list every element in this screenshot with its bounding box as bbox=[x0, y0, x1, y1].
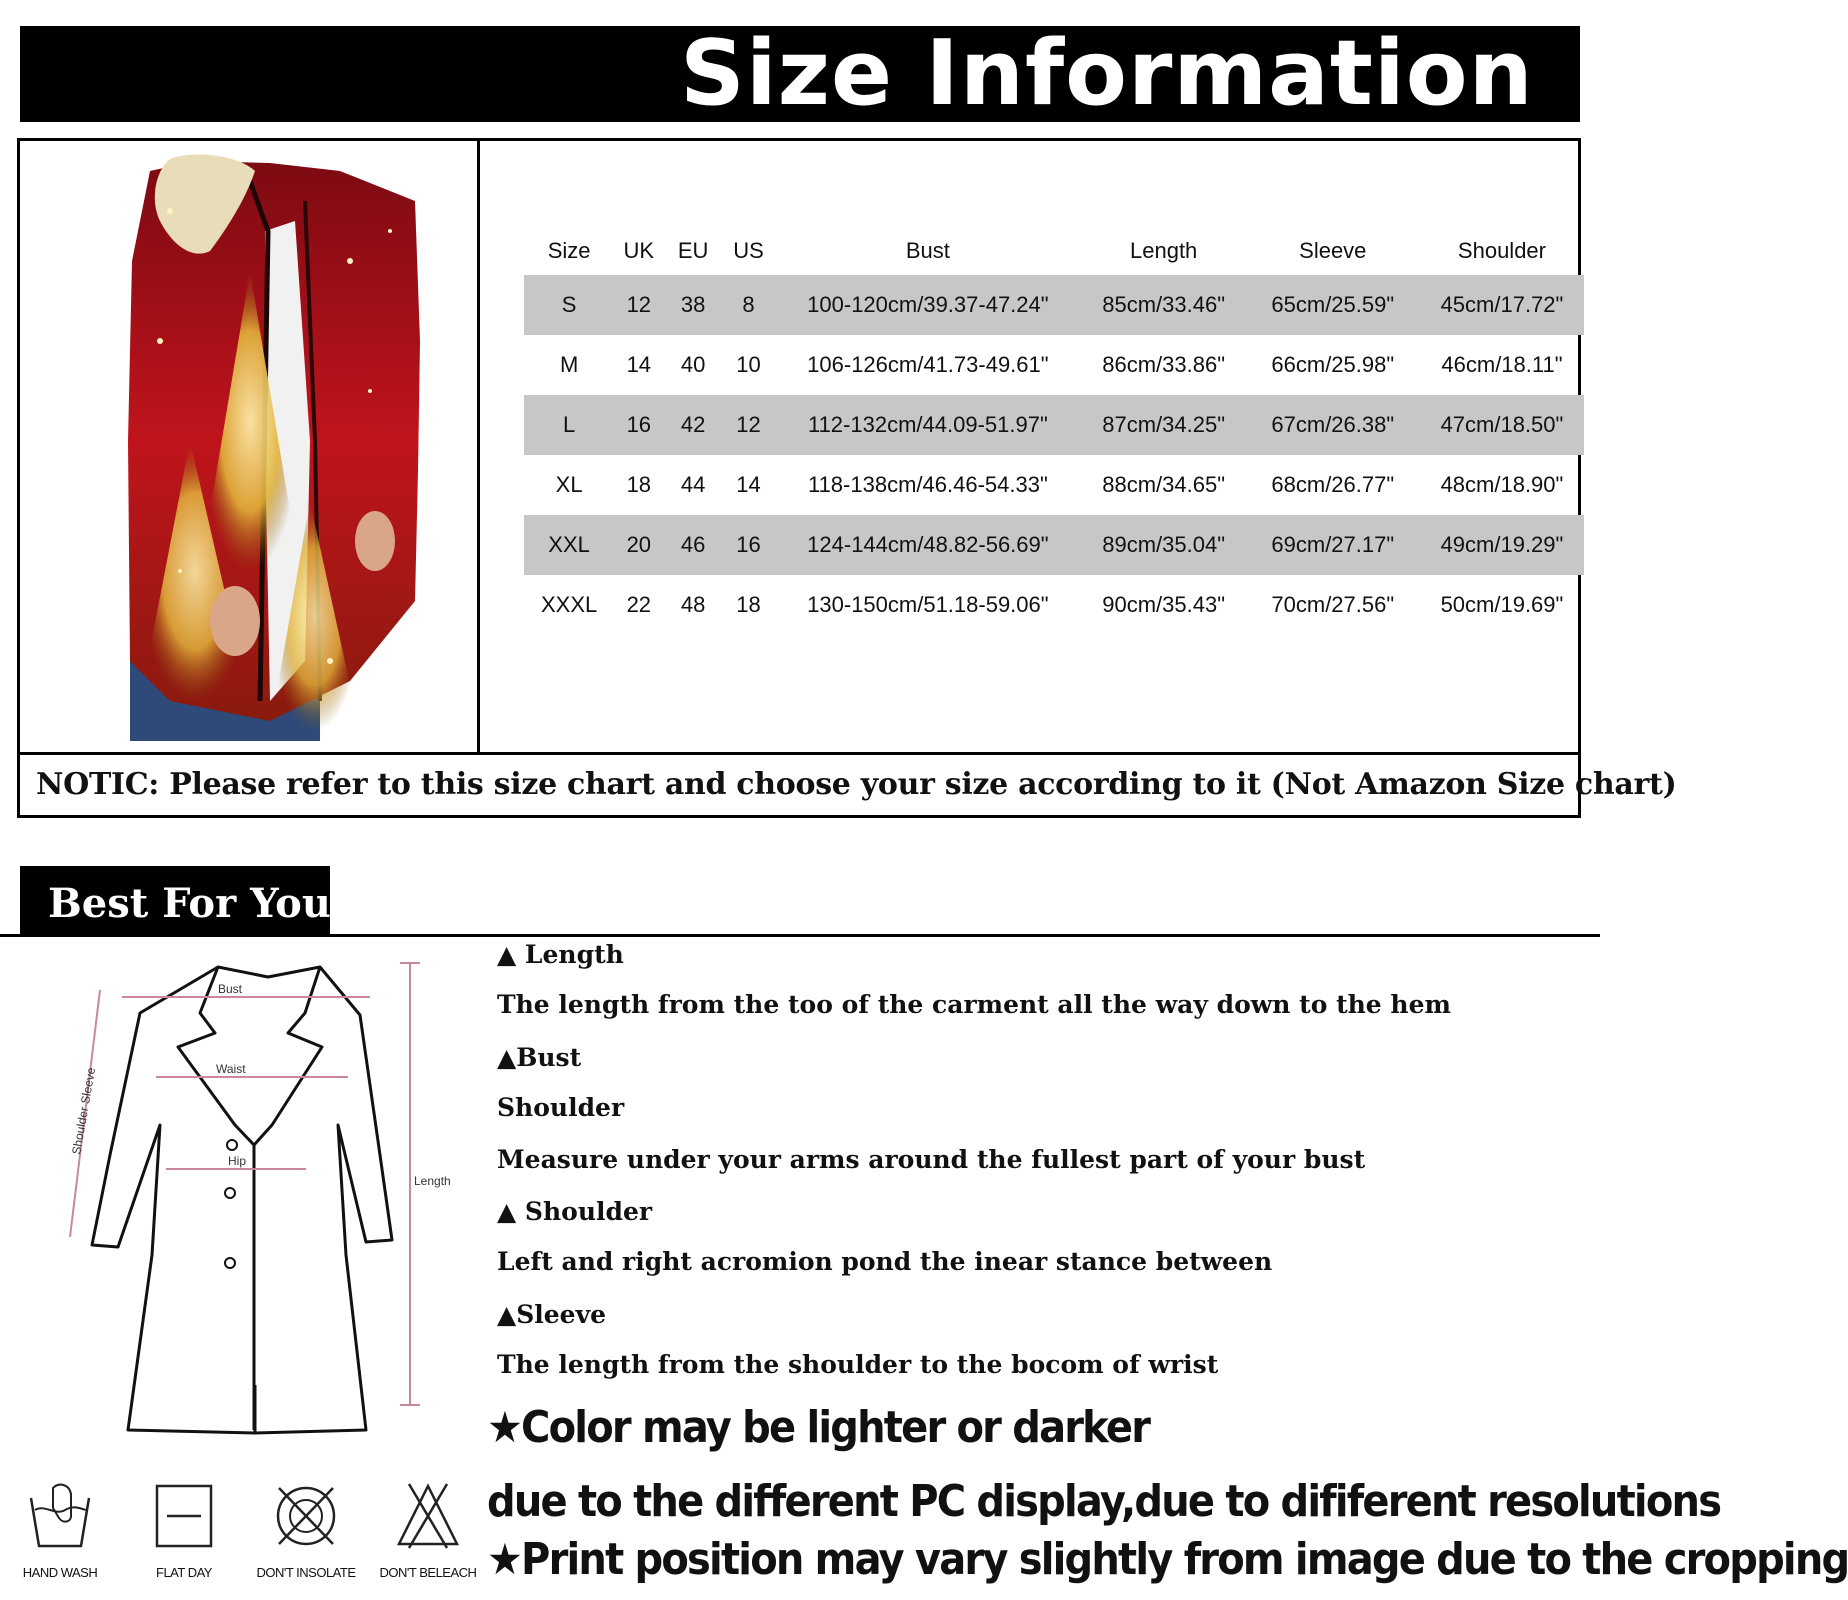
section-divider bbox=[0, 934, 1600, 937]
diagram-label-bust: Bust bbox=[218, 982, 243, 996]
cell-us: 10 bbox=[736, 352, 761, 377]
cell-us: 18 bbox=[736, 592, 761, 617]
cell-size: L bbox=[524, 395, 614, 455]
no-bleach-icon bbox=[393, 1480, 463, 1552]
cell-eu: 46 bbox=[663, 515, 722, 575]
cell-uk: 12 bbox=[614, 275, 663, 335]
col-size: Size bbox=[547, 238, 591, 263]
care-label: FLAT DAY bbox=[156, 1565, 212, 1580]
care-label: HAND WASH bbox=[22, 1565, 98, 1580]
no-sun-dry-icon bbox=[271, 1480, 341, 1552]
cell-sleeve: 69cm/27.17" bbox=[1246, 515, 1420, 575]
col-uk: UK bbox=[623, 238, 655, 263]
cell-eu: 40 bbox=[680, 352, 706, 377]
cell-shoulder: 48cm/18.90" bbox=[1440, 472, 1564, 497]
cell-eu: 38 bbox=[663, 275, 722, 335]
col-us: US bbox=[733, 238, 764, 263]
button-icon bbox=[227, 1140, 237, 1150]
cell-length: 87cm/34.25" bbox=[1082, 395, 1246, 455]
col-sleeve: Sleeve bbox=[1299, 238, 1367, 263]
cell-us: 14 bbox=[736, 472, 761, 497]
cell-bust: 106-126cm/41.73-49.61" bbox=[807, 352, 1049, 377]
best-heading: Best For You bbox=[48, 880, 331, 927]
cell-uk: 16 bbox=[614, 395, 663, 455]
cell-length: 90cm/35.43" bbox=[1102, 592, 1226, 617]
cell-shoulder: 49cm/19.29" bbox=[1420, 515, 1584, 575]
table-row bbox=[524, 515, 1584, 575]
flat-dry-icon bbox=[149, 1480, 219, 1552]
cell-sleeve: 70cm/27.56" bbox=[1271, 592, 1395, 617]
coat-right-outline bbox=[255, 967, 392, 1433]
cell-uk: 14 bbox=[626, 352, 652, 377]
desc-line: The length from the too of the carment all the way down to the hem bbox=[497, 990, 1451, 1019]
cell-eu: 48 bbox=[680, 592, 706, 617]
care-item bbox=[10, 1480, 110, 1580]
diagram-label-waist: Waist bbox=[216, 1062, 246, 1076]
button-icon bbox=[225, 1188, 235, 1198]
cell-sleeve: 65cm/25.59" bbox=[1246, 275, 1420, 335]
table-header bbox=[524, 227, 1584, 275]
coat-left-outline bbox=[92, 967, 255, 1433]
note-print: ★Print position may vary slightly from image due to the cropping bbox=[487, 1535, 1848, 1585]
cell-us: 8 bbox=[723, 275, 774, 335]
cell-sleeve: 67cm/26.38" bbox=[1246, 395, 1420, 455]
cell-us: 12 bbox=[723, 395, 774, 455]
notice-row bbox=[20, 752, 1677, 815]
cell-sleeve: 68cm/26.77" bbox=[1271, 472, 1395, 497]
cardigan-photo bbox=[20, 141, 477, 752]
care-item bbox=[378, 1480, 478, 1580]
cell-uk: 18 bbox=[626, 472, 652, 497]
desc-line: ▲ Length bbox=[497, 940, 624, 969]
diagram-label-shoulder-sleeve: Shoulder Sleeve bbox=[69, 1066, 99, 1156]
cell-uk: 20 bbox=[614, 515, 663, 575]
table-row bbox=[524, 575, 1584, 635]
diagram-label-hip: Hip bbox=[228, 1154, 247, 1168]
cell-size: XL bbox=[555, 472, 583, 497]
desc-line: Left and right acromion pond the inear stance between bbox=[497, 1247, 1273, 1276]
page-title: Size Information bbox=[680, 21, 1534, 126]
table-row bbox=[524, 455, 1584, 515]
care-item bbox=[134, 1480, 234, 1580]
desc-line: ▲Sleeve bbox=[497, 1300, 607, 1329]
measurement-diagram bbox=[40, 955, 480, 1455]
note-display: due to the different PC display,due to dififerent resolutions bbox=[487, 1477, 1721, 1527]
desc-line: ▲Bust bbox=[497, 1043, 582, 1072]
cell-uk: 22 bbox=[626, 592, 652, 617]
desc-line: Shoulder bbox=[497, 1093, 625, 1122]
size-table bbox=[524, 227, 1584, 635]
product-photo bbox=[20, 141, 480, 752]
desc-line: The length from the shoulder to the bocom of wrist bbox=[497, 1350, 1219, 1379]
desc-line: ▲ Shoulder bbox=[497, 1197, 653, 1226]
care-label: DON'T BELEACH bbox=[379, 1565, 477, 1580]
desc-line: Measure under your arms around the fullest part of your bust bbox=[497, 1145, 1366, 1174]
cell-bust: 118-138cm/46.46-54.33" bbox=[807, 472, 1048, 497]
col-eu: EU bbox=[677, 238, 709, 263]
cell-size: XXL bbox=[524, 515, 614, 575]
size-table-cell bbox=[480, 141, 1578, 752]
hand-wash-icon bbox=[25, 1480, 95, 1552]
cell-size: M bbox=[559, 352, 579, 377]
best-for-you-tab bbox=[20, 866, 330, 936]
cell-length: 85cm/33.46" bbox=[1082, 275, 1246, 335]
cell-bust: 112-132cm/44.09-51.97" bbox=[774, 395, 1082, 455]
cell-size: XXXL bbox=[540, 592, 598, 617]
cell-eu: 44 bbox=[680, 472, 706, 497]
cell-bust: 100-120cm/39.37-47.24" bbox=[774, 275, 1082, 335]
cell-size: S bbox=[524, 275, 614, 335]
cell-sleeve: 66cm/25.98" bbox=[1271, 352, 1395, 377]
table-row bbox=[524, 275, 1584, 335]
cell-bust: 124-144cm/48.82-56.69" bbox=[774, 515, 1082, 575]
care-label: DON'T INSOLATE bbox=[256, 1565, 356, 1580]
cell-length: 89cm/35.04" bbox=[1082, 515, 1246, 575]
button-icon bbox=[225, 1258, 235, 1268]
table-row bbox=[524, 395, 1584, 455]
title-bar bbox=[20, 21, 1580, 126]
col-length: Length bbox=[1130, 238, 1198, 263]
diagram-label-length: Length bbox=[414, 1174, 451, 1188]
care-item bbox=[256, 1480, 356, 1580]
table-row bbox=[524, 335, 1584, 395]
cell-shoulder: 45cm/17.72" bbox=[1420, 275, 1584, 335]
cell-shoulder: 46cm/18.11" bbox=[1441, 352, 1563, 377]
col-shoulder: Shoulder bbox=[1457, 238, 1546, 263]
cell-bust: 130-150cm/51.18-59.06" bbox=[807, 592, 1049, 617]
cell-eu: 42 bbox=[663, 395, 722, 455]
note-color: ★Color may be lighter or darker bbox=[487, 1403, 1150, 1453]
cell-shoulder: 50cm/19.69" bbox=[1440, 592, 1564, 617]
cell-length: 86cm/33.86" bbox=[1102, 352, 1226, 377]
cell-us: 16 bbox=[723, 515, 774, 575]
cell-length: 88cm/34.65" bbox=[1102, 472, 1226, 497]
col-bust: Bust bbox=[905, 238, 950, 263]
size-chart-frame bbox=[17, 138, 1677, 818]
coat-collar bbox=[178, 967, 322, 1145]
size-notice: NOTIC: Please refer to this size chart and choose your size according to it (Not Amazon Size chart) bbox=[36, 767, 1677, 802]
cell-shoulder: 47cm/18.50" bbox=[1420, 395, 1584, 455]
